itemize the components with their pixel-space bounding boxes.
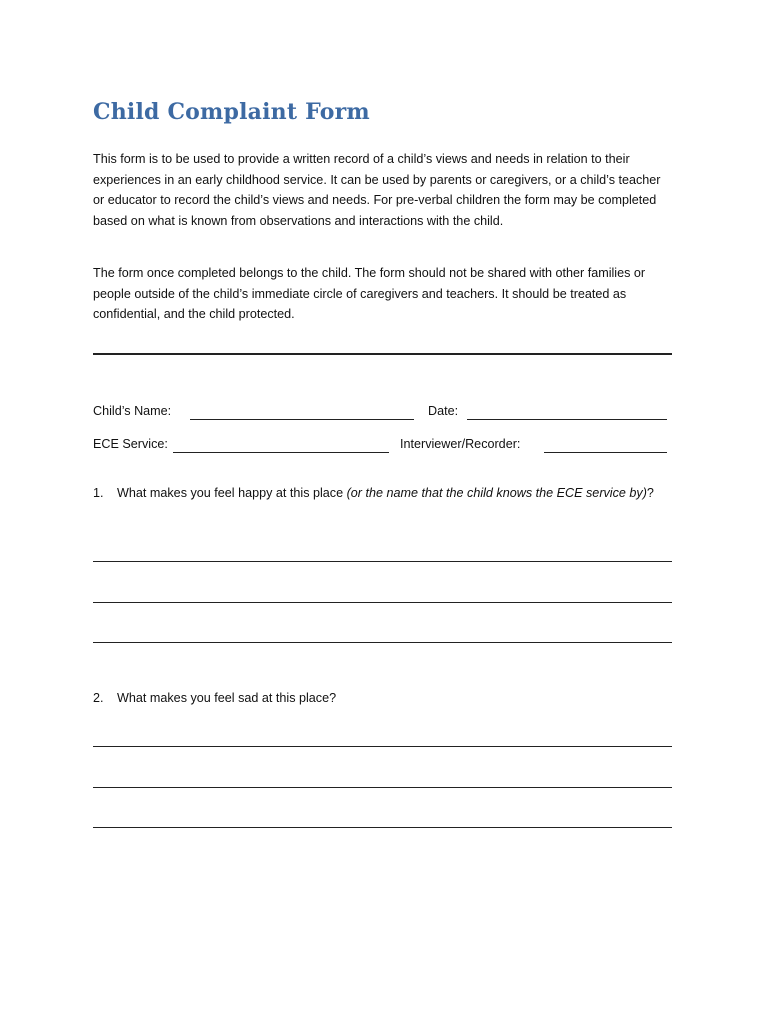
childs-name-input[interactable] <box>190 406 414 420</box>
question-text: What makes you feel happy at this place (or the name that the child knows the ECE service by)? <box>117 486 654 500</box>
interviewer-input[interactable] <box>544 439 667 453</box>
answer-line[interactable] <box>93 746 672 747</box>
question-number: 2. <box>93 691 104 705</box>
page-title: Child Complaint Form <box>93 99 370 125</box>
service-interviewer-row <box>93 437 673 457</box>
answer-line[interactable] <box>93 787 672 788</box>
date-label: Date: <box>428 404 459 418</box>
date-field <box>428 404 458 418</box>
ece-service-field <box>93 437 168 451</box>
answer-line[interactable] <box>93 602 672 603</box>
ece-service-input[interactable] <box>173 439 389 453</box>
answer-line[interactable] <box>93 642 672 643</box>
question-number: 1. <box>93 486 104 500</box>
section-divider <box>93 353 672 355</box>
interviewer-field <box>400 437 520 451</box>
form-page <box>93 0 673 1024</box>
childs-name-field <box>93 404 171 418</box>
answer-line[interactable] <box>93 827 672 828</box>
ece-service-label: ECE Service: <box>93 437 168 451</box>
answer-line[interactable] <box>93 561 672 562</box>
date-input[interactable] <box>467 406 667 420</box>
question-text: What makes you feel sad at this place? <box>117 691 337 705</box>
intro-paragraph-2: The form once completed belongs to the child. The form should not be shared with other families or people outside of the child’s immediate circle of caregivers and teachers. It should be treated as confidential, and the child protected. <box>93 266 646 322</box>
childs-name-label: Child’s Name: <box>93 404 172 418</box>
interviewer-label: Interviewer/Recorder: <box>400 437 521 451</box>
intro-paragraph-1: This form is to be used to provide a written record of a child’s views and needs in relation to their experiences in an early childhood service. It can be used by parents or caregivers, or a child’s teacher or educator to record the child’s views and needs. For pre-verbal children the form may be completed based on what is known from observations and interactions with the child. <box>93 152 661 228</box>
name-date-row <box>93 404 673 424</box>
